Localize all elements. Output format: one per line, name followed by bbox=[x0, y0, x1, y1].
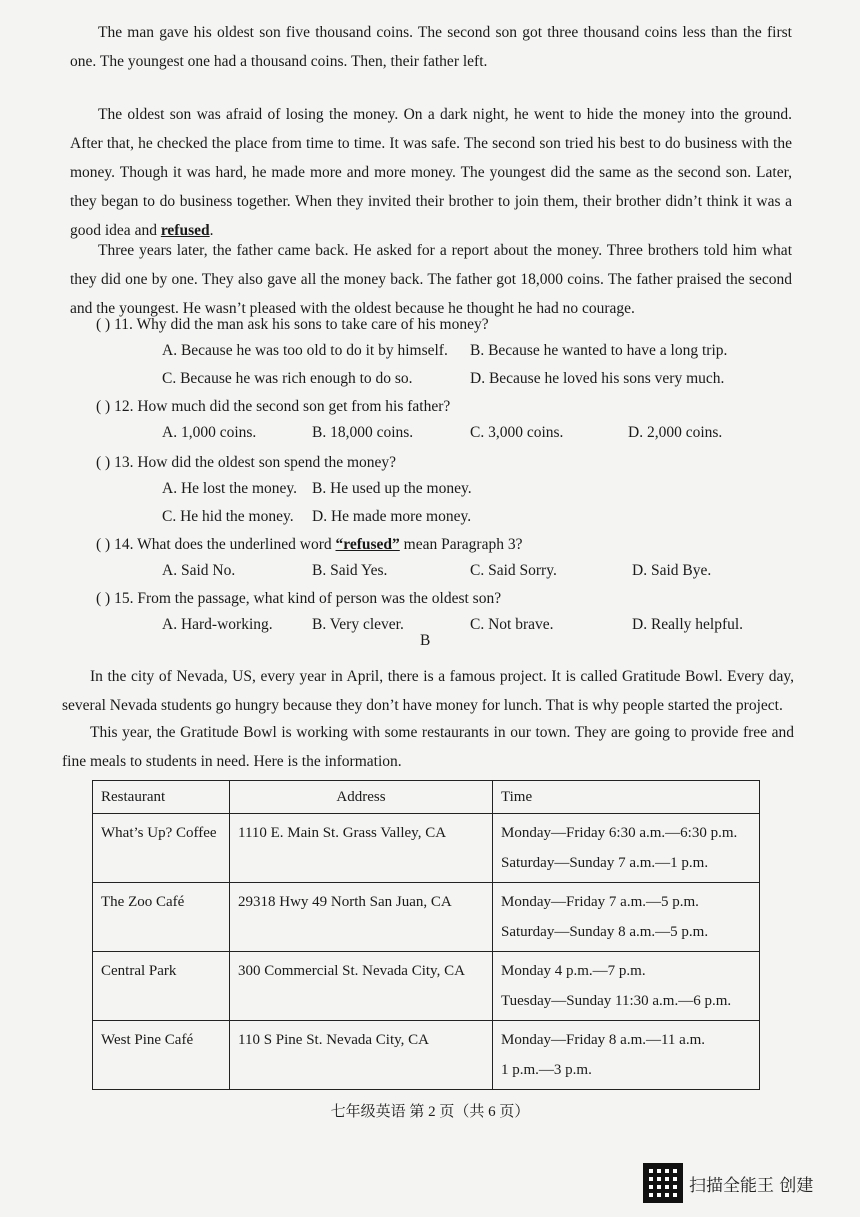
restaurant-name: West Pine Café bbox=[93, 1021, 230, 1090]
scanner-watermark: 扫描全能王 创建 bbox=[643, 1163, 813, 1203]
header-restaurant: Restaurant bbox=[93, 781, 230, 814]
option: C. Because he was rich enough to do so. bbox=[162, 370, 413, 387]
question-14-options bbox=[162, 560, 802, 582]
story-paragraph-2: The oldest son was afraid of losing the money. On a dark night, he went to hide the money into the ground. After that, he checked the place from time to time. It was safe. The second son tried his best to do business with the money. Though it was hard, he made more and more money. The youngest did the same as the second son. Later, they began to do business together. When they invited their brother to join them, their brother didn’t think it was a good idea and refused. bbox=[70, 106, 792, 239]
section-letter: B bbox=[420, 632, 431, 649]
restaurant-time: Monday 4 p.m.—7 p.m. Tuesday—Sunday 11:30 a.m.—6 p.m. bbox=[493, 952, 760, 1021]
option: B. He used up the money. bbox=[312, 480, 472, 497]
option: A. Said No. bbox=[162, 562, 236, 579]
question-13: ( ) 13. How did the oldest son spend the money? bbox=[96, 454, 397, 471]
restaurant-address: 29318 Hwy 49 North San Juan, CA bbox=[230, 883, 493, 952]
option: C. 3,000 coins. bbox=[470, 424, 564, 441]
question-13-options bbox=[162, 478, 802, 528]
question-14: ( ) 14. What does the underlined word “refused” mean Paragraph 3? bbox=[96, 536, 523, 553]
table-row bbox=[93, 814, 760, 883]
table-row bbox=[93, 883, 760, 952]
restaurant-name: The Zoo Café bbox=[93, 883, 230, 952]
question-11: ( ) 11. Why did the man ask his sons to take care of his money? bbox=[96, 316, 489, 333]
option: C. Not brave. bbox=[470, 616, 554, 633]
restaurant-time: Monday—Friday 7 a.m.—5 p.m. Saturday—Sunday 8 a.m.—5 p.m. bbox=[493, 883, 760, 952]
question-12-options bbox=[162, 422, 802, 444]
section-b-paragraph-1: In the city of Nevada, US, every year in April, there is a famous project. It is called Gratitude Bowl. Every day, several Nevada students go hungry because they don’t have money for lunch. That is why people started the project. bbox=[62, 668, 794, 714]
table-row bbox=[93, 1021, 760, 1090]
underlined-word-quote: “refused” bbox=[335, 536, 400, 553]
option: A. 1,000 coins. bbox=[162, 424, 257, 441]
restaurant-time: Monday—Friday 6:30 a.m.—6:30 p.m. Saturday—Sunday 7 a.m.—1 p.m. bbox=[493, 814, 760, 883]
question-12: ( ) 12. How much did the second son get from his father? bbox=[96, 398, 451, 415]
option: D. He made more money. bbox=[312, 508, 472, 525]
table-header-row bbox=[93, 781, 760, 814]
option: C. He hid the money. bbox=[162, 508, 294, 525]
question-15-options bbox=[162, 614, 802, 636]
option: A. He lost the money. bbox=[162, 480, 298, 497]
option: B. Because he wanted to have a long trip. bbox=[470, 342, 728, 359]
restaurant-address: 110 S Pine St. Nevada City, CA bbox=[230, 1021, 493, 1090]
option: D. Said Bye. bbox=[632, 562, 712, 579]
option: D. Really helpful. bbox=[632, 616, 744, 633]
option: D. Because he loved his sons very much. bbox=[470, 370, 725, 387]
underlined-word: refused bbox=[160, 222, 210, 239]
option: B. Said Yes. bbox=[312, 562, 388, 579]
restaurant-time: Monday—Friday 8 a.m.—11 a.m. 1 p.m.—3 p.m. bbox=[493, 1021, 760, 1090]
restaurant-name: Central Park bbox=[93, 952, 230, 1021]
option: B. Very clever. bbox=[312, 616, 404, 633]
restaurant-name: What’s Up? Coffee bbox=[93, 814, 230, 883]
header-address: Address bbox=[230, 781, 493, 814]
page-footer: 七年级英语 第 2 页（共 6 页） bbox=[330, 1104, 530, 1120]
section-b-paragraph-2: This year, the Gratitude Bowl is working with some restaurants in our town. They are going to provide free and fine meals to students in need. Here is the information. bbox=[62, 724, 794, 770]
question-15: ( ) 15. From the passage, what kind of person was the oldest son? bbox=[96, 590, 502, 607]
story-paragraph-1: The man gave his oldest son five thousand coins. The second son got three thousand coins less than the first one. The youngest one had a thousand coins. Then, their father left. bbox=[70, 24, 792, 70]
option: B. 18,000 coins. bbox=[312, 424, 414, 441]
restaurant-address: 300 Commercial St. Nevada City, CA bbox=[230, 952, 493, 1021]
table-row bbox=[93, 952, 760, 1021]
option: D. 2,000 coins. bbox=[628, 424, 723, 441]
option: A. Hard-working. bbox=[162, 616, 273, 633]
question-11-options bbox=[162, 340, 802, 390]
story-paragraph-3: Three years later, the father came back. He asked for a report about the money. Three brothers told him what they did one by one. They also gave all the money back. The father got 18,000 coins. The father praised the second and the youngest. He wasn’t pleased with the oldest because he thought he had no courage. bbox=[70, 242, 792, 317]
option: A. Because he was too old to do it by himself. bbox=[162, 342, 448, 359]
restaurant-address: 1110 E. Main St. Grass Valley, CA bbox=[230, 814, 493, 883]
header-time: Time bbox=[493, 781, 760, 814]
option: C. Said Sorry. bbox=[470, 562, 557, 579]
qr-code-icon bbox=[643, 1163, 683, 1203]
restaurant-table bbox=[92, 780, 760, 1090]
